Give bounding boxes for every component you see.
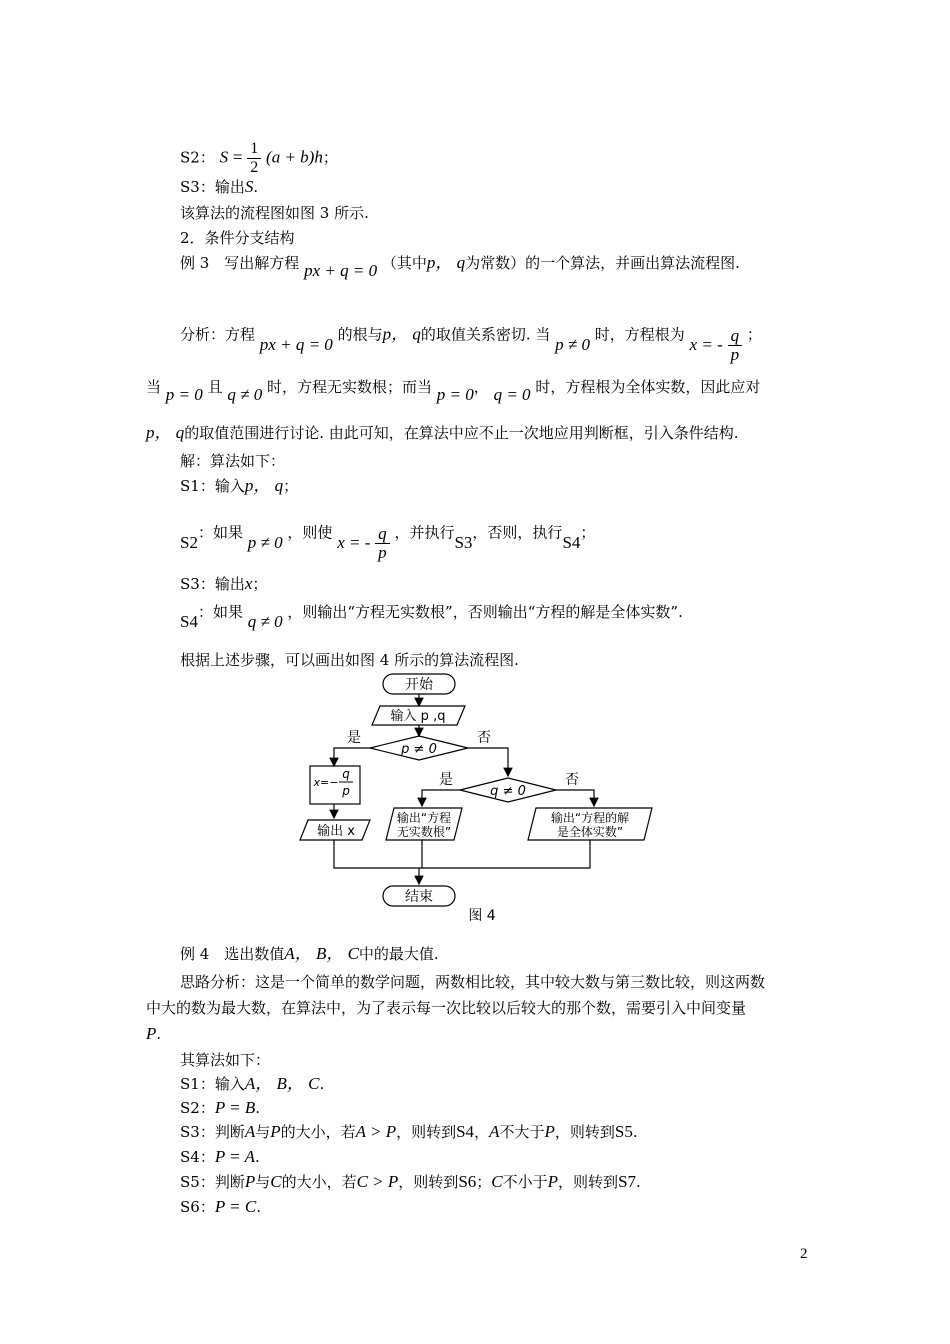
flow4-text: 根据上述步骤，可以画出如图 4 所示的算法流程图.	[180, 651, 519, 669]
half-fraction: $\frac{1}{2}$	[247, 140, 261, 177]
input-label: 输入 p ,q	[390, 709, 446, 724]
solution-heading: 解：算法如下：	[180, 452, 286, 470]
ex4-step-s3: S3：判断A与P的大小，若A > P，则转到S4，A不大于P，则转到S5.	[180, 1122, 638, 1141]
q-over-p-fraction: $\frac{q}{p}$	[728, 327, 743, 364]
step-s2: S2：如果 p ≠ 0 ，则使 x = - $\frac{q}{p}$ ，并执行S3，否则，执行S4；	[180, 523, 596, 562]
idea-line-1: 思路分析：这是一个简单的数学问题，两数相比较，其中较大数与第三数比较，则这两数	[180, 973, 766, 991]
ex4-step-s6: S6：P = C.	[180, 1197, 261, 1216]
ex4-step-s5: S5：判断P与C的大小，若C > P，则转到S6；C不小于P，则转到S7.	[180, 1172, 641, 1191]
section-heading: 2．条件分支结构	[180, 229, 295, 247]
output-all-real-line1: 输出“方程的解	[550, 811, 630, 825]
algorithm-heading: 其算法如下：	[180, 1051, 271, 1069]
step-s1: S1：输入p， q；	[180, 476, 299, 495]
step-s3: S3：输出x；	[180, 574, 268, 593]
assign-den: p	[342, 784, 350, 798]
ex4-step-s1: S1：输入A， B， C.	[180, 1074, 325, 1093]
idea-line-3: P.	[146, 1024, 162, 1043]
output-x-label: 输出 x	[317, 824, 355, 839]
end-label: 结束	[405, 889, 433, 905]
q-over-p-fraction: $\frac{q}{p}$	[375, 525, 390, 562]
flow3-text: 该算法的流程图如图 3 所示.	[180, 204, 369, 222]
yes-label: 是	[347, 730, 361, 746]
idea-line-2: 中大的数为最大数，在算法中，为了表示每一次比较以后较大的那个数，需要引入中间变量	[146, 999, 747, 1017]
ex4-step-s4: S4：P = A.	[180, 1147, 260, 1166]
decision-q-label: q ≠ 0	[490, 784, 526, 799]
analysis-line-1: 分析：方程 px + q = 0 的根与p， q的取值关系密切. 当 p ≠ 0 时，方程根为 x = - $\frac{q}{p}$ ；	[180, 324, 762, 364]
no-label: 否	[565, 772, 579, 788]
example4-line: 例 4 选出数值A， B， C中的最大值.	[180, 944, 439, 963]
step-s4: S4：如果 q ≠ 0 ，则输出“方程无实数根”，否则输出“方程的解是全体实数”.	[180, 603, 683, 631]
decision-p-label: p ≠ 0	[401, 742, 437, 757]
s3-output-line: S3：输出S.	[180, 177, 259, 196]
page-number: 2	[800, 1246, 808, 1262]
output-all-real-line2: 是全体实数”	[556, 825, 624, 839]
analysis-line-2: 当 p = 0 且 q ≠ 0 时，方程无实数根；而当 p = 0， q = 0 时，方程根为全体实数，因此应对	[146, 378, 761, 404]
assign-x-label: x=−	[313, 776, 339, 789]
analysis-line-3: p， q的取值范围进行讨论. 由此可知，在算法中应不止一次地应用判断框，引入条件结构.	[146, 423, 739, 442]
output-no-root-line2: 无实数根”	[396, 825, 452, 839]
start-label: 开始	[405, 677, 433, 693]
output-no-root-line1: 输出“方程	[396, 811, 452, 825]
algorithm-flowchart	[290, 668, 670, 928]
example3-line: 例 3 写出解方程 px + q = 0 （其中p， q为常数）的一个算法，并画出算法流程图.	[180, 253, 740, 280]
figure-caption: 图 4	[468, 908, 496, 924]
ex4-step-s2: S2：P = B.	[180, 1098, 261, 1117]
s2-area-line: S2： S = $\frac{1}{2}$ (a + b)h；	[180, 140, 338, 176]
yes-label: 是	[439, 772, 453, 788]
assign-num: q	[342, 767, 350, 781]
no-label: 否	[477, 730, 491, 746]
